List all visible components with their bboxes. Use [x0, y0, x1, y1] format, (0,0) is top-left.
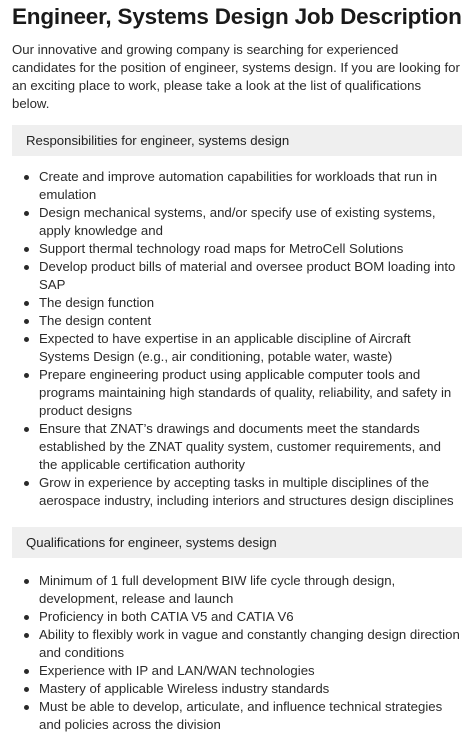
- list-item: Proficiency in both CATIA V5 and CATIA V6: [12, 608, 462, 626]
- list-item: Develop product bills of material and oversee product BOM loading into SAP: [12, 258, 462, 294]
- list-item: Mastery of applicable Wireless industry standards: [12, 680, 462, 698]
- list-item: Ensure that ZNAT’s drawings and documents meet the standards established by the ZNAT quality system, customer requirements, and the applicable certification authority: [12, 420, 462, 474]
- list-item: Must be able to develop, articulate, and influence technical strategies and policies across the division: [12, 698, 462, 734]
- list-item: Minimum of 1 full development BIW life cycle through design, development, release and launch: [12, 572, 462, 608]
- qualifications-list: [12, 572, 462, 734]
- list-item: Support thermal technology road maps for MetroCell Solutions: [12, 240, 462, 258]
- list-item: Expected to have expertise in an applicable discipline of Aircraft Systems Design (e.g., air conditioning, potable water, waste): [12, 330, 462, 366]
- qualifications-header: Qualifications for engineer, systems design: [12, 527, 462, 558]
- intro-paragraph: Our innovative and growing company is searching for experienced candidates for the position of engineer, systems design. If you are looking for an exciting place to work, please take a look at the list of qualifications below.: [12, 42, 460, 111]
- list-item: Ability to flexibly work in vague and constantly changing design direction and conditions: [12, 626, 462, 662]
- list-item: The design function: [12, 294, 462, 312]
- list-item: Prepare engineering product using applicable computer tools and programs maintaining high standards of quality, reliability, and safety in product designs: [12, 366, 462, 420]
- list-item: Design mechanical systems, and/or specify use of existing systems, apply knowledge and: [12, 204, 462, 240]
- list-item: Experience with IP and LAN/WAN technologies: [12, 662, 462, 680]
- list-item: Grow in experience by accepting tasks in multiple disciplines of the aerospace industry, including interiors and structures design disciplines: [12, 474, 462, 510]
- page-title: Engineer, Systems Design Job Description: [12, 4, 462, 29]
- responsibilities-list: [12, 168, 462, 510]
- list-item: The design content: [12, 312, 462, 330]
- responsibilities-header: Responsibilities for engineer, systems design: [12, 125, 462, 156]
- list-item: Create and improve automation capabilities for workloads that run in emulation: [12, 168, 462, 204]
